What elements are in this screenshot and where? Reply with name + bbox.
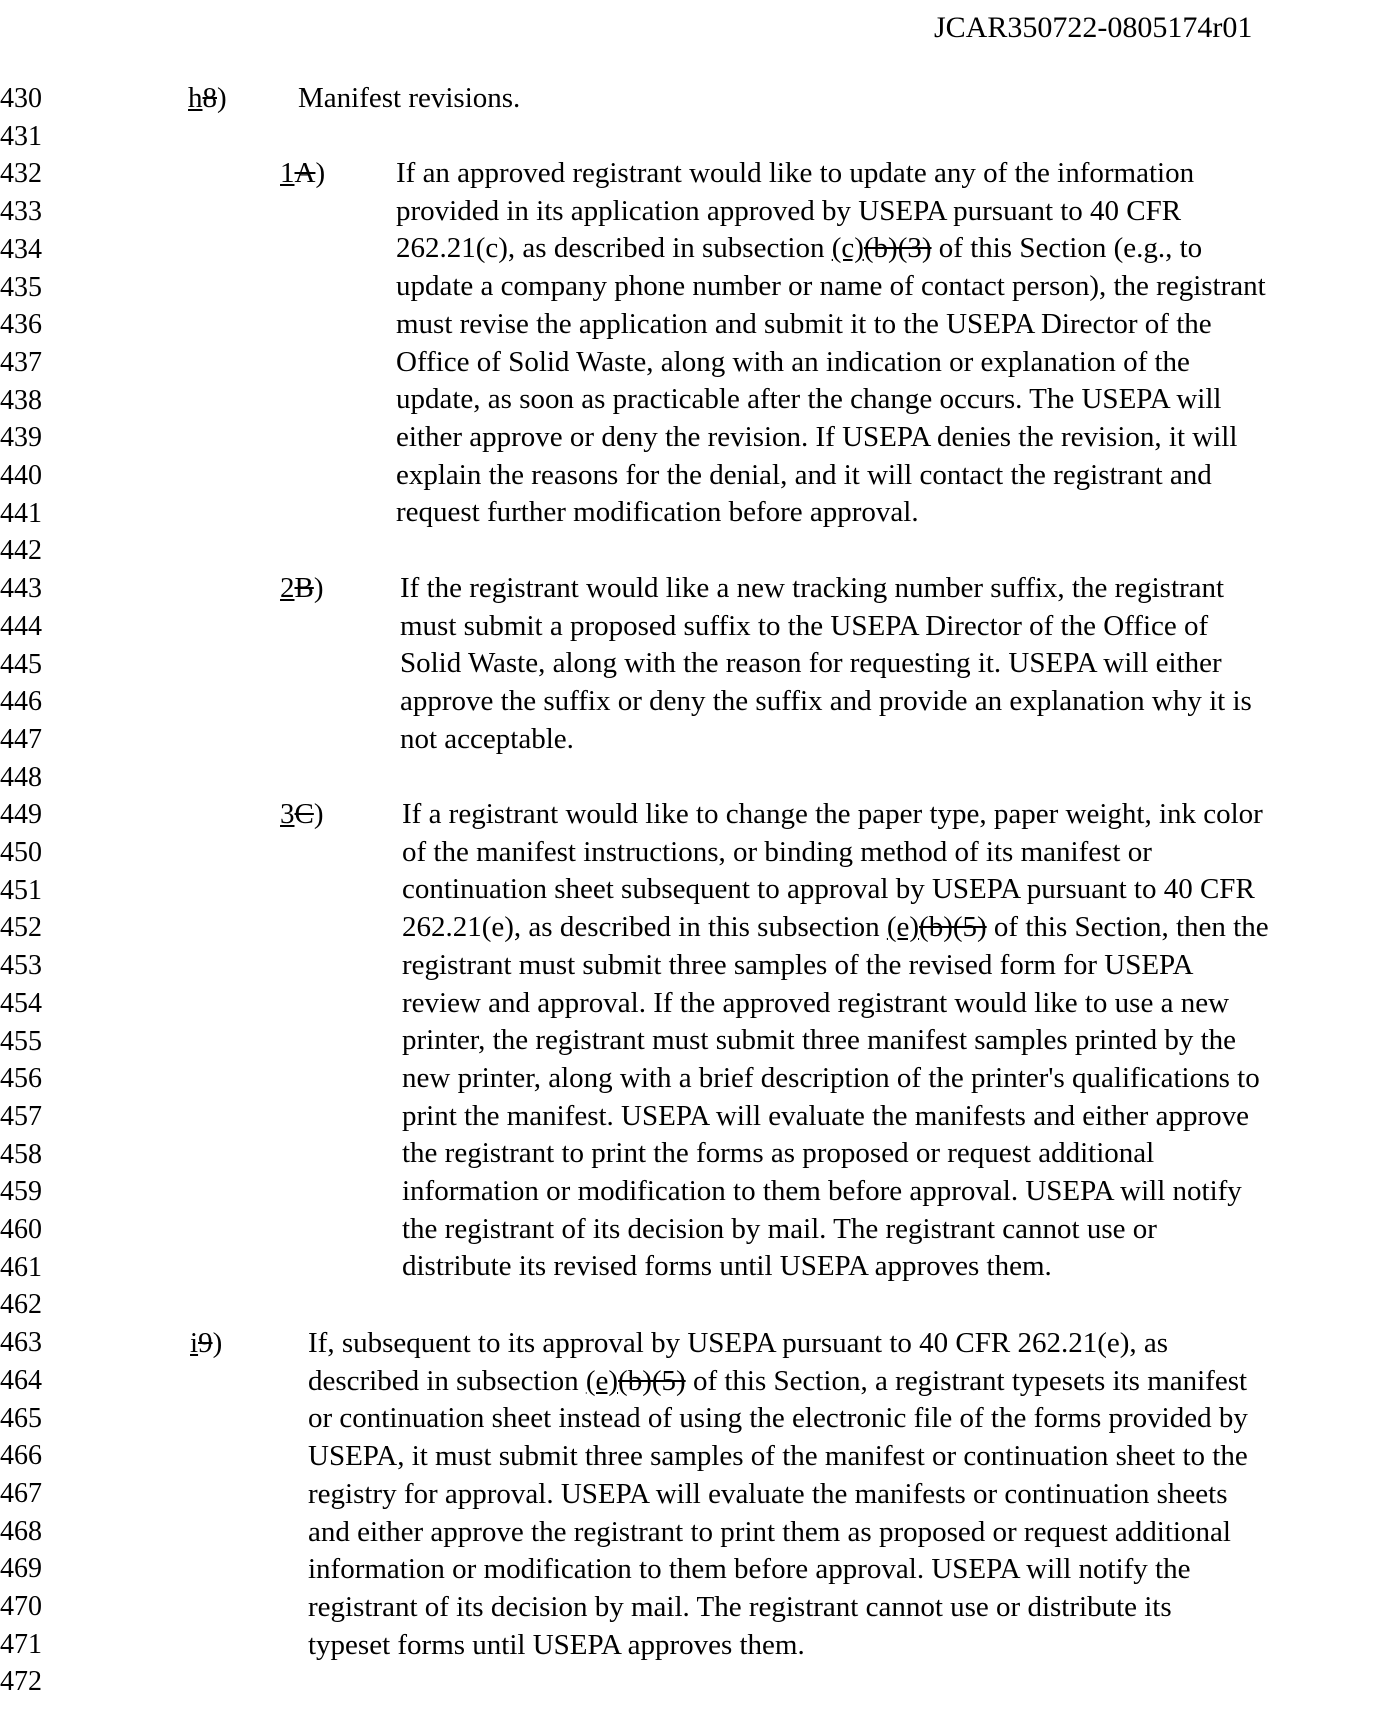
deleted-label: 8 [202, 82, 217, 114]
line-number: 430 [0, 83, 42, 114]
line-number: 433 [0, 196, 42, 228]
deleted-citation: (b)(5) [618, 1364, 686, 1397]
paragraph-h2-text [400, 570, 1252, 759]
line-number: 455 [0, 1025, 42, 1057]
text-line: approve the suffix or deny the suffix and provide an explanation why it is [400, 685, 1252, 718]
line-number: 460 [0, 1214, 42, 1245]
inserted-citation: (e) [886, 911, 920, 944]
text-line: information or modification to them before approval. USEPA will notify the [308, 1553, 1191, 1586]
text-line: print the manifest. USEPA will evaluate the manifests and either approve [402, 1099, 1249, 1132]
text-line: Office of Solid Waste, along with an indication or explanation of the [396, 345, 1190, 378]
deleted-label: C [294, 798, 314, 830]
inserted-label: h [188, 82, 203, 114]
paragraph-h3-text [402, 796, 1269, 1286]
line-number: 446 [0, 686, 42, 718]
line-number: 444 [0, 610, 42, 642]
line-number: 466 [0, 1440, 42, 1472]
line-number: 456 [0, 1063, 42, 1095]
deleted-label: 9 [198, 1327, 213, 1359]
text-line: described in subsection (e)(b)(5) of this Section, a registrant typesets its manifest [308, 1364, 1248, 1397]
text-line: either approve or deny the revision. If USEPA denies the revision, it will [396, 420, 1238, 453]
line-number: 442 [0, 535, 42, 567]
inserted-citation: (c) [831, 232, 864, 265]
line-number: 464 [0, 1364, 42, 1396]
text-line: If an approved registrant would like to update any of the information [396, 157, 1195, 189]
label-paren: ) [315, 157, 326, 189]
line-number: 434 [0, 233, 42, 265]
label-paren: ) [212, 1327, 223, 1359]
line-number: 438 [0, 384, 42, 416]
subsection-h-label [188, 80, 227, 118]
text-line: 262.21(e), as described in this subsection (e)(b)(5) of this Section, then the [402, 911, 1269, 944]
line-number: 452 [0, 912, 42, 944]
subsection-i-label [190, 1325, 222, 1363]
text-line: must submit a proposed suffix to the USEPA Director of the Office of [400, 609, 1209, 642]
line-number: 432 [0, 158, 42, 190]
line-number: 450 [0, 837, 42, 868]
text-line: Solid Waste, along with the reason for requesting it. USEPA will either [400, 647, 1222, 680]
inserted-citation: (e) [585, 1364, 619, 1397]
inserted-label: 1 [280, 157, 295, 189]
text-line: request further modification before approval. [396, 496, 919, 529]
text-line: or continuation sheet instead of using the electronic file of the forms provided by [308, 1402, 1248, 1435]
text-line: update a company phone number or name of contact person), the registrant [396, 270, 1266, 303]
line-number: 439 [0, 422, 42, 454]
text-line: registry for approval. USEPA will evaluate the manifests or continuation sheets [308, 1477, 1228, 1510]
line-number: 470 [0, 1591, 42, 1622]
paragraph-h1-text [396, 155, 1266, 532]
label-paren: ) [313, 572, 324, 604]
text-line: not acceptable. [400, 722, 574, 755]
line-number: 465 [0, 1402, 42, 1434]
text-line: If the registrant would like a new tracking number suffix, the registrant [400, 572, 1225, 604]
text-line: registrant must submit three samples of the revised form for USEPA [402, 948, 1194, 981]
line-number: 435 [0, 271, 42, 303]
text-line: If a registrant would like to change the paper type, paper weight, ink color [402, 798, 1263, 830]
text-line: continuation sheet subsequent to approval by USEPA pursuant to 40 CFR [402, 873, 1255, 906]
line-number: 462 [0, 1289, 42, 1321]
line-number: 459 [0, 1176, 42, 1208]
text-line: USEPA, it must submit three samples of the manifest or continuation sheet to the [308, 1440, 1248, 1473]
line-number: 449 [0, 799, 42, 831]
text-line: registrant of its decision by mail. The registrant cannot use or distribute its [308, 1590, 1172, 1623]
inserted-label: 3 [280, 798, 295, 830]
text-line: 262.21(c), as described in subsection (c)(b)(3) of this Section (e.g., to [396, 232, 1203, 265]
line-number: 461 [0, 1251, 42, 1283]
line-number: 448 [0, 761, 42, 793]
subsection-i-text [308, 1325, 1248, 1664]
line-number: 445 [0, 648, 42, 680]
line-number: 447 [0, 723, 42, 755]
line-number: 472 [0, 1666, 42, 1698]
line-number: 463 [0, 1327, 42, 1359]
line-number: 467 [0, 1477, 42, 1509]
line-number: 471 [0, 1628, 42, 1660]
text-line: If, subsequent to its approval by USEPA pursuant to 40 CFR 262.21(e), as [308, 1327, 1169, 1359]
line-number: 440 [0, 460, 42, 491]
line-number: 437 [0, 346, 42, 378]
deleted-label: A [294, 157, 316, 189]
line-number: 453 [0, 950, 42, 982]
deleted-citation: (b)(5) [919, 911, 987, 944]
line-number: 451 [0, 874, 42, 906]
label-paren: ) [313, 798, 324, 830]
line-number: 469 [0, 1553, 42, 1585]
paragraph-h1-label [280, 155, 325, 193]
line-number: 468 [0, 1515, 42, 1547]
text-line: the registrant of its decision by mail. The registrant cannot use or [402, 1212, 1157, 1245]
deleted-citation: (b)(3) [863, 232, 932, 265]
paragraph-h3-label [280, 796, 324, 834]
text-line: printer, the registrant must submit three manifest samples printed by the [402, 1024, 1237, 1057]
inserted-label: 2 [280, 572, 295, 604]
subsection-h-heading: Manifest revisions. [298, 82, 521, 114]
text-line: update, as soon as practicable after the change occurs. The USEPA will [396, 383, 1222, 416]
line-number: 431 [0, 120, 42, 152]
text-line: distribute its revised forms until USEPA approves them. [402, 1250, 1052, 1283]
line-number: 436 [0, 309, 42, 341]
deleted-label: B [294, 572, 314, 604]
line-number: 454 [0, 987, 42, 1019]
line-number: 443 [0, 573, 42, 605]
text-line: information or modification to them before approval. USEPA will notify [402, 1175, 1242, 1208]
line-number: 458 [0, 1138, 42, 1170]
text-line: the registrant to print the forms as proposed or request additional [402, 1137, 1155, 1170]
line-number: 441 [0, 497, 42, 529]
text-line: provided in its application approved by USEPA pursuant to 40 CFR [396, 194, 1182, 227]
label-paren: ) [217, 82, 227, 114]
inserted-label: i [190, 1327, 199, 1359]
text-line: must revise the application and submit it to the USEPA Director of the [396, 307, 1212, 340]
text-line: of the manifest instructions, or binding method of its manifest or [402, 835, 1152, 868]
text-line: review and approval. If the approved registrant would like to use a new [402, 986, 1230, 1019]
document-id: JCAR350722-0805174r01 [934, 11, 1253, 44]
paragraph-h2-label [280, 570, 324, 608]
text-line: and either approve the registrant to print them as proposed or request additional [308, 1515, 1231, 1548]
line-number: 457 [0, 1100, 42, 1132]
text-line: new printer, along with a brief description of the printer's qualifications to [402, 1061, 1260, 1094]
text-line: explain the reasons for the denial, and it will contact the registrant and [396, 458, 1212, 491]
text-line: typeset forms until USEPA approves them. [308, 1628, 805, 1661]
